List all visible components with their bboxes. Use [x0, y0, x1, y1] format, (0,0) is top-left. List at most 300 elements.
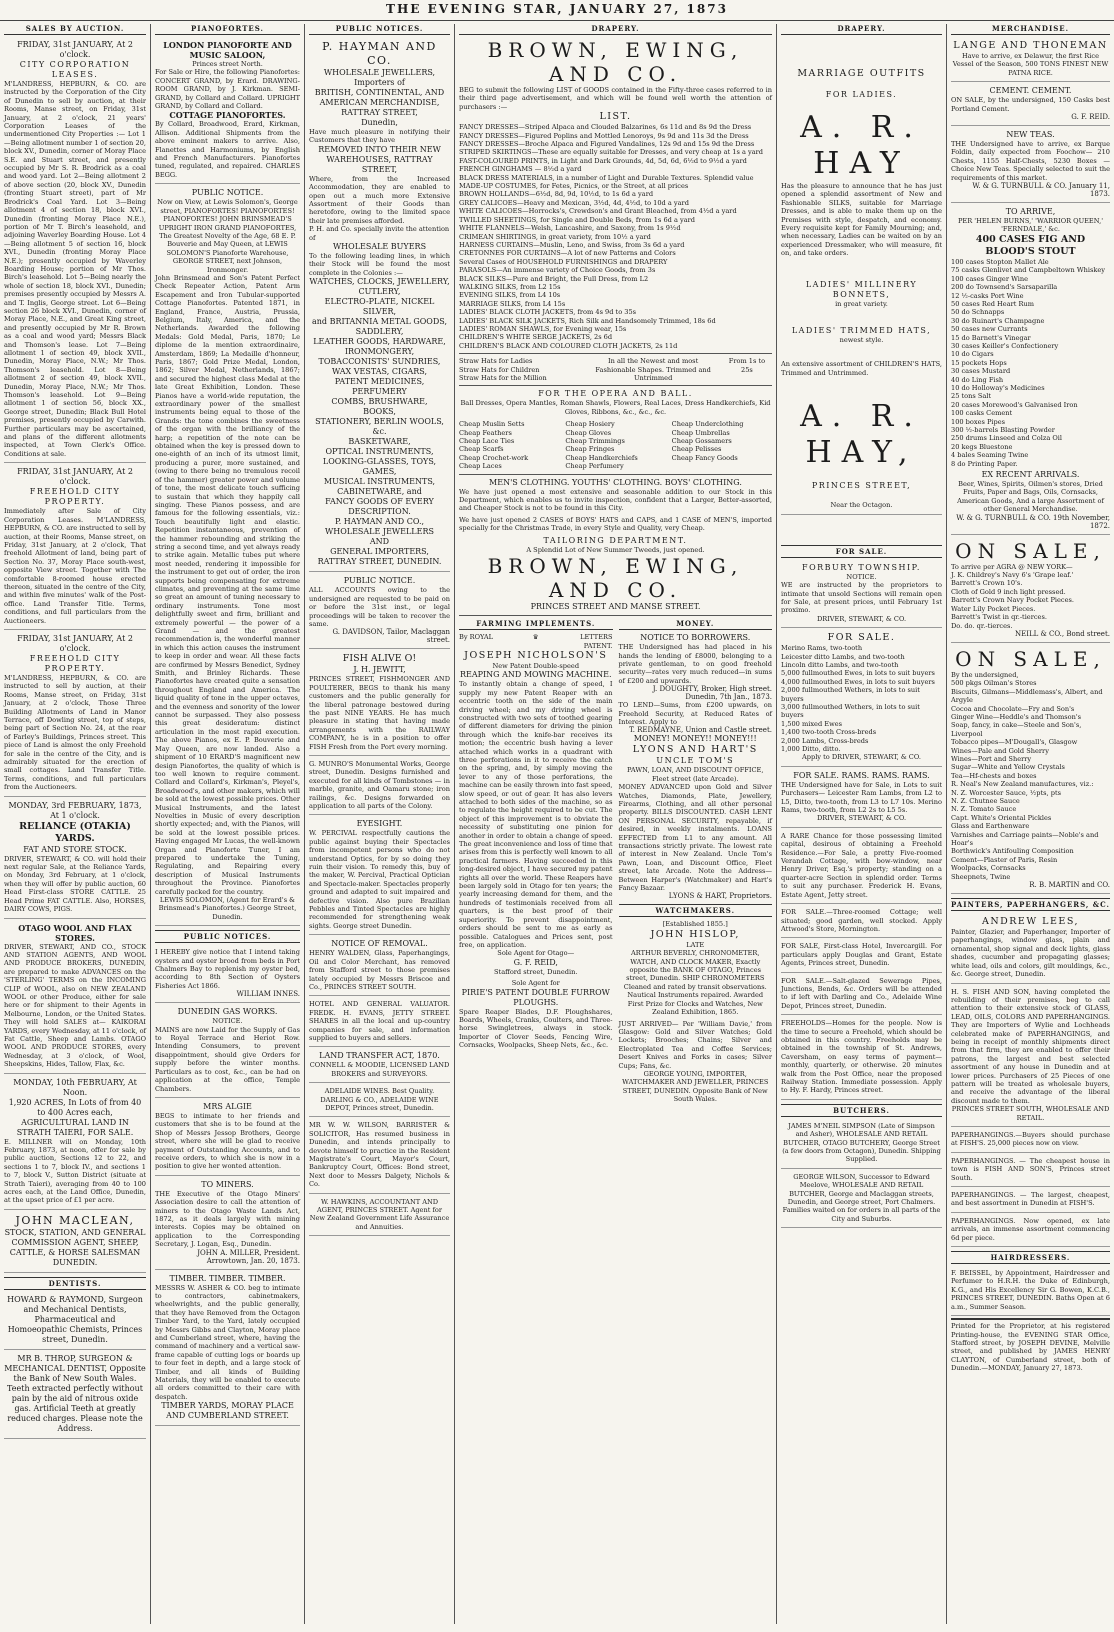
goods-line: FANCY GOODS OF EVERY DESCRIPTION. [325, 497, 434, 517]
ad-title: NOTICE OF REMOVAL. [331, 939, 428, 949]
onsale-item: Capt. White's Oriental Pickles [951, 813, 1052, 822]
notice-title: FORBURY TOWNSHIP. [802, 562, 921, 572]
ad-body: DRIVER, STEWART, AND CO., STOCK AND STATION AGENTS, AND WOOL AND PRODUCE BROKERS, DUNEDIN, are prepared to make ADVANCES on the 'STERLING' TERMS on the INCOMING CLIP of WOOL, also on NEW ZEALAND WOOL or other Produce, either for sale here or for shipment to their Agents in Melbourne, London, or the United States. They will hold SALES at— KAIKORAI YARDS, every Wednesday, at 11 o'clock, of Fat Cattle, Sheep and Lambs. OTAGO WOOL AND PRODUCE STORES, every Wednesday, at 3 o'clock, of Wool, Sheepskins, Hides, Tallow, Flax, &c. [4, 942, 146, 1069]
notice-signature: G. DAVIDSON, Tailor, Maclaggan street. [332, 628, 450, 645]
goods-line: STATIONERY, BERLIN WOOLS, &c. [315, 417, 444, 437]
onsale-item: Sugar—White and Yellow Crystals [951, 763, 1065, 772]
ad-title: ON SALE, [955, 646, 1106, 671]
onsale-item: Water Lily Pocket Pieces. [951, 604, 1036, 613]
signature-line: P. HAYMAN AND CO., [334, 517, 425, 527]
list-item: Several Cases of HOUSEHOLD FURNISHINGS and DRAPERY [459, 257, 668, 266]
sale-title: CITY CORPORATION LEASES. [19, 60, 131, 79]
goods-line: LOOKING-GLASSES, TOYS, GAMES, [322, 457, 437, 477]
list-item: BLACK DRESS MATERIALS, in a number of Light and Durable Textures. Splendid value [459, 173, 754, 182]
cheap-list [565, 420, 665, 470]
notice-body: WE are instructed by the proprietors to intimate that unsold Sections will remain open for Sale, at present prices, until February 1st proximo. [781, 581, 942, 615]
list-title: LIST. [599, 111, 632, 123]
notice-body: TO LEND—Sums, from £200 upwards, on Freehold Security, at Reduced Rates of Interest. Apply to [618, 701, 772, 726]
product-sub: New Patent Double-speed [492, 661, 580, 670]
opera-title: FOR THE OPERA AND BALL. [538, 389, 693, 399]
onsale-item: N. Z. Chutnee Sauce [951, 797, 1020, 805]
goods-line: CABINETWARE, and [337, 487, 422, 497]
notice-body: ALL ACCOUNTS owing to the undersigned are requested to be paid on or before the 31st inst., or legal proceedings will be taken to recover the same. [309, 586, 450, 628]
ad-body: An extensive assortment of CHILDREN'S HATS, Trimmed and Untrimmed. [781, 360, 942, 377]
section-heading: HAIRDRESSERS. [951, 1251, 1110, 1264]
straw-hats [459, 357, 772, 382]
cheap-item: Cheap Muslin Setts [459, 420, 525, 429]
cheap-item: Cheap Fringes [565, 445, 615, 454]
ad-body: PRINCES STREET, FISHMONGER AND POULTERER, BEGS to thank his many customers and the public generally for the liberal patronage bestowed during the past NINE YEARS. He has much pleasure in stating that having made arrangements with the RAILWAY COMPANY, he is in a position to offer FISH Fresh from the Port every morning. [309, 675, 450, 751]
cheap-item: Cheap Pelisses [671, 445, 722, 454]
firm-signature: BROWN, EWING, AND CO. [487, 554, 744, 603]
royal-right: LETTERS PATENT. [580, 633, 613, 650]
firm-name: ANDREW LEES, [981, 916, 1080, 928]
ad-body: GEORGE WILSON, Successor to Edward Meelove, WHOLESALE AND RETAIL BUTCHER, George and Maclaggan streets, Dunedin, and George street, Port Chalmers. Families waited on for orders in all parts of the City and Suburbs. [782, 1172, 941, 1223]
stock-item: Lincoln ditto Lambs, and two-tooth [781, 660, 899, 669]
ad-title: MARRIAGE OUTFITS [797, 68, 926, 79]
notice-heading: PUBLIC NOTICE. [191, 188, 264, 198]
sale-title: RELIANCE (OTAKIA) YARDS. [19, 820, 131, 844]
removed-heading: REMOVED INTO THEIR NEW WAREHOUSES, RATTRAY STREET, [318, 144, 441, 174]
goods-line: CUTLERY, [358, 287, 401, 297]
money-cry: MONEY! MONEY!! MONEY!!! [633, 734, 757, 744]
arrive-item: 15 pockets Hops [951, 358, 1007, 367]
inventor-name: JOSEPH NICHOLSON'S [464, 649, 608, 661]
section-heading: WATCHMAKERS. [619, 904, 773, 917]
ad-title: FOR SALE. [827, 632, 896, 644]
ad-body: PAPERHANGINGS. — The largest, cheapest, and best assortment in Dunedin at FISH'S. [951, 1191, 1110, 1208]
hats-line: Straw Hats for Ladies [459, 357, 533, 366]
onsale-item: Cocoa and Chocolate—Fry and Son's [951, 704, 1075, 713]
ad-body: John Brinsmead and Son's Patent Perfect Check Repeater Action, Patent Arm Escapement and Iron Tubular-supported Cottage Pianofortes. Patented 1871, in England, France, Austria, Prussia, Belgium, Italy, America, and the Netherlands. Awarded the following Medals: Gold Medal, Paris, 1870; Le diplome de la mention extraordinaire, Amsterdam, 1869; La Medaille d'honneur, Paris, 1867; Gold Prize Medal, London, 1862; Silver Medal, Netherlands, 1867; and secured the highest class Medal at the late Great Exhibition, London. These Pianos have a world-wide reputation, the extraordinary power of the smallest instruments being equal to those of the Grands: the tone combines the sweetness of the organ with the brilliancy of the harp; a repetition of the note can be obtained when the key is pressed down to one-eighth of an inch of its utmost limit, producing a purer, more sustained, and (owing to there being no tremulous recoil of the hammer) greater power and volume of tone, the most delicate touch sufficing to sustain that which they happily call singing. These Pianos possess, and are famous for the following essentials, viz.: Touch beautifully light and elastic. Repetition instantaneous, prevention of the hammer rebounding and striking the string a second time, and yet always ready to strike again. Metallic tubes put where most needed, rendering it impossible for the instrument to get out of order, the iron supports being compensating for extreme climates, and preventing at the same time so great an amount of tuning necessary to ordinary instruments. Tone most delightfully sweet and firm, brilliant and extremely powerful — the power of a Grand — and the greatest recommendation is, the wonderful manner in which this action causes the instrument to keep in order and wear. All these facts are confirmed by Messrs Benedict, Sydney Smith, and Brinley Richards. These Pianofortes have created quite a sensation throughout England and America. The liquid quality of tone in the upper octaves, and the evenness and sonority of the lower cannot be surpassed. They also possess this great desideratum: distinct articulation in the most rapid execution. The above Pianos, ex E. P. Bouverie and May Queen, are now landed. Also a shipment of 10 ERARD'S magnificent new design Pianofortes, the quality of which is too well known to require comment. Collard and Collard's, Kirkman's, Pleyel's, Broadwood's, and other makers, which will be sold at the lowest possible prices. Other Musical Instruments, and the latest Novelties in Music of every description shortly expected; and, with the Pianos, will be sold at the lowest possible prices. Having engaged Mr Lucas, the well-known Organ and Pianoforte Tuner, I am prepared to undertake the Tuning, Regulating, and Repairing every description of Musical Instruments throughout the Province. Pianofortes carefully packed for the country. [155, 273, 300, 896]
firm-sub: UNCLE TOM'S [656, 756, 735, 766]
stock-item: Merino Rams, two-tooth [781, 644, 863, 653]
arrive-item: 50 cases Red Heart Rum [951, 299, 1035, 308]
section-heading: BUTCHERS. [781, 1104, 942, 1117]
product-body: To instantly obtain a change of speed, I supply my new Patent Reaper with an eccentric tooth on the side of the main driving wheel; and my driving wheel is constructed with two sets of toothed gearing of different diameters for driving the pinion through which the knife-bar receives its motion; the eccentric bush having a lever attached which works in a quadrant with three perforations in it to receive the catch on the spring, and, by simply moving the lever to any of those perforations, the machine can be easily thrown into fast speed, slow speed, or out of gear. It has also levers attached to both sides of the machine, so as to regulate the height required to be cut. The object of this improvement is to obviate the necessity of substituting one pinion for another in order to obtain a change of speed. The great inconvenience and loss of time that arises from this is perfectly well known to all practical farmers. Having succeeded in this long-desired object, I have secured my patent rights all over the world. These Reapers have been largely sold in Otago for ten years; the yearly increasing demand for them, and the hundreds of testimonials received from all quarters, is the best proof of their superiority. To prevent disappointment, orders should be sent to me as early as possible. Catalogues and Prices sent, post free, on application. [459, 680, 613, 949]
arrive-item: 10 do Cigars [951, 350, 994, 359]
ad-body: To the following leading lines, in which their Stock will be found the most complete in the Colonies :— [309, 252, 450, 277]
list-item: BROWN HOLLANDS—6½d, 8d, 9d, 10½d, to 1s 6d a yard [459, 190, 654, 199]
product-body: Spare Reaper Blades, D.F. Ploughshares, Boards, Wheels, Cranks, Coulters, and Three-horse Swingletrees, always in stock. Importer of Clover Seeds, Fencing Wire, Cornsacks, Woolpacks, Sheep Nets, &c., &c. [459, 1007, 613, 1050]
ad-signature: W. & G. TURNBULL & CO. 19th November, 1872. [956, 513, 1110, 530]
notice-signature: WILLIAM INNES. [236, 990, 300, 999]
cheap-item: Cheap Underclothing [671, 420, 744, 429]
ad-subtitle: Princes street North. [192, 60, 263, 68]
goods-line: and BRITANNIA METAL GOODS, [311, 317, 448, 327]
firm-signature [309, 517, 450, 567]
list-item: STRIPED SKIRTINGS—These are equally suitable for Dresses, and very cheap at 1s a yard [459, 148, 763, 157]
arrive-item: 30 cases Keiller's Confectionery [951, 341, 1059, 350]
notice-body: Now on View, at Lewis Solomon's, George street, PIANOFORTES! PIANOFORTES! PIANOFORTES! JOHN BRINSMEAD'S UPRIGHT IRON GRAND PIANOFORTES, The Greatest Novelty of the Age, 68 E. P. Bouverie and May Queen, at LEWIS SOLOMON'S Pianoforte Warehouse, GEORGE STREET, next Johnson, Ironmonger. [157, 198, 298, 274]
ad-title: TO ARRIVE, [1005, 207, 1056, 217]
onsale-item: N. Z. Worcester Sauce, ½pts, pts [951, 788, 1062, 797]
arrive-item: 25 tons Salt [951, 392, 992, 401]
cheap-item: Cheap Trimmings [565, 437, 625, 446]
arrive-item: 15 do Barnett's Vinegar [951, 333, 1031, 342]
ad-subtitle: To arrive per AGRA @ NEW YORK— [951, 562, 1073, 571]
list-item: FANCY DRESSES—Broche Alpaca and Figured Vandalines, 12s 9d and 15s 9d the Dress [459, 140, 755, 149]
firm-signature: GEORGE YOUNG, IMPORTER, WATCHMAKER AND JEWELLER, PRINCES STREET, DUNEDIN. Opposite Bank of New South Wales. [622, 1069, 769, 1104]
ad-title: FISH ALIVE O! [342, 653, 417, 665]
ad-title: CEMENT. CEMENT. [989, 86, 1072, 96]
hats-description: In all the Newest and most Fashionable Shapes. Trimmed and Untrimmed [595, 357, 711, 382]
sale-title: FREEHOLD CITY PROPERTY. [29, 487, 121, 507]
arrive-list [951, 258, 1110, 468]
ad-body: HENRY WALDEN, Glass, Paperhangings, Oil and Color Merchant, has removed from Stafford street to those premises lately occupied by Messrs Briscoe and Co., PRINCES STREET SOUTH. [309, 949, 450, 991]
list-item: HARNESS CURTAINS—Muslin, Leno, and Swiss, from 3s 6d a yard [459, 240, 685, 249]
ad-signature: NEILL & CO., Bond street. [1015, 629, 1110, 638]
agent-body: STOCK, STATION, AND GENERAL COMMISSION AGENT, SHEEP, CATTLE, & HORSE SALESMAN DUNEDIN. [4, 1227, 146, 1267]
hats-line: Straw Hats for the Million [459, 374, 547, 382]
onsale-item: Wines—Port and Sherry [951, 754, 1032, 763]
list-item: FRENCH GINGHAMS — 8½d a yard [459, 165, 582, 174]
onsale-item: Cement—Plaster of Paris, Resin [951, 855, 1058, 864]
ad-body: MR W. W. WILSON, BARRISTER & SOLICITOR, Has resumed business in Dunedin, and intends principally to devote himself to practice in the Resident Magistrate's Court, Mayor's Court, Bankruptcy Court, Offices: Bond street, Next door to Messrs Dalgety, Nichols & Co. [309, 1121, 450, 1189]
cheap-item: Cheap Gloves [565, 428, 612, 437]
arrive-item: 12 ½-casks Port Wine [951, 291, 1024, 300]
ad-title: EX RECENT ARRIVALS. [981, 470, 1080, 480]
royal-arms-icon: ♛ [532, 633, 539, 642]
ad-body: G. MUNRO'S Monumental Works, George street, Dunedin. Designs furnished and executed for all kinds of Tombstones — in marble, granite, and Oamaru stone; iron railings, &c. Designs forwarded on application to all parts of the Colony. [309, 759, 450, 810]
firm-body: ARTHUR BEVERLY, CHRONOMETER, WATCH, AND CLOCK MAKER, Exactly opposite the BANK OF OTAGO, Princes street, Dunedin. SHIP CHRONOMETERS Cleaned and rated by transit observations. Nautical Instruments repaired. Awarded First Prize for Clocks and Watches, New Zealand Exhibition, 1865. [623, 949, 767, 1017]
notice-title: MRS ALGIE [203, 1101, 252, 1111]
section-heading: SALES BY AUCTION. [4, 24, 146, 35]
stock-item: 1,500 mixed Ewes [781, 719, 843, 728]
onsale-item: Barrett's Twist in qr.-tierces. [951, 613, 1047, 622]
sale-subtitle: FAT AND STORE STOCK. [23, 844, 127, 854]
dentist-ad: HOWARD & RAYMOND, Surgeon and Mechanical Dentists, Pharmaceutical and Homoeopathic Chemists, Princes street, Dunedin. [7, 1294, 143, 1344]
section-heading: FARMING IMPLEMENTS. [459, 619, 613, 630]
arrive-item: 50 do Schnapps [951, 308, 1005, 317]
ad-title: LONDON PIANOFORTE AND MUSIC SALOON, [163, 40, 292, 60]
column-public-notices [304, 24, 454, 1624]
agent-name: JOHN MACLEAN, [15, 1213, 135, 1227]
mens-body: We have just opened a most extensive and seasonable addition to our Stock in this Department, which enables us to invite inspection, confident that a Larger, Better-assorted, and Cheaper Stock is not to be found in this City. [459, 487, 772, 513]
firm-body: MONEY ADVANCED upon Gold and Silver Watches, Diamonds, Plate, Jewellery, Firearms, Clothing, and all other personal property. BILLS DISCOUNTED. CASH LENT ON PERSONAL SECURITY, repayable, if desired, in weekly instalments. LOANS EFFECTED from L1 to any amount. All transactions strictly private. The lowest rate of interest in New Zealand. Uncle Tom's Pawn, Loan, and Discount Office, Fleet street, late Arcade. Note the Address— Between Harper's (Watchmaker) and Hart's Fancy Bazaar. [618, 783, 772, 893]
ad-body: Has the pleasure to announce that he has just opened a splendid assortment of New and Fashionable SILKS, suitable for Marriage Dresses, and is able to make them up on the Premises with style, despatch, and economy. Every requisite kept for Family Mourning; and, when necessary, Ladies can be waited on by an experienced Dressmaker, who will measure, fit on, and take orders. [781, 182, 942, 258]
onsale-item: Glass and Earthenware [951, 822, 1030, 831]
section-heading: FOR SALE. [781, 545, 942, 558]
arrive-item: 200 do Townsend's Sarsaparilla [951, 283, 1058, 292]
list-item: WHITE CALICOES—Horrocks's, Crewdson's and Grant Bleached, from 4½d a yard [459, 207, 737, 216]
product-title: PIRIE'S PATENT DOUBLE FURROW PLOUGHS. [461, 987, 610, 1007]
onsale-item: Biscuits, Gilmans—Middlemass's, Albert, and Argyle [951, 687, 1103, 705]
notice-body: THE Executive of the Otago Miners' Association desire to call the attention of miners to the Otago Waste Lands Act, 1872, as it deals largely with mining interests. Copies may be obtained on application to the Corresponding Secretary, J. Logan, Esq., Dunedin. [155, 1189, 300, 1249]
arrive-item: 100 cases Ginger Wine [951, 274, 1028, 283]
arrive-item: 40 do Ling Fish [951, 375, 1004, 384]
boys-body: We have just opened 2 CASES of BOYS' HATS and CAPS, and 1 CASE of MEN'S, imported specially for the Christmas Trade, in every Style and Quality, very Cheap. [459, 515, 772, 533]
ad-body: FOR SALE, First-class Hotel, Invercargill. For particulars apply Douglas and Grant, Estate Agents, Princes street, Dunedin. [781, 942, 942, 968]
ad-signature: DRIVER, STEWART, & CO. [816, 814, 907, 823]
arrive-item: 100 boxes Pipes [951, 417, 1006, 426]
sale-body: M'LANDRESS, HEPBURN, & CO. are instructed by the Corporation of the City of Dunedin to sell by auction, at their Rooms, Manse street, on Friday, 31st January, at 2 o'clock, 21 years' Corporation Leases of the undermentioned City Properties :— Lot 1—Being allotment number 1 of section 20, block XV., Dunedin, corner of Moray Place S.E. and Stuart street, and presently occupied by Mr S. R. Brodrick as a coal and wood yard. Lot 2—Being allotment 2 of above section (20, block XV., Dunedin (fronting Stuart street), part of Mr Brodrick's Coal Yard. Lot 3—Being allotment 4 of section 18, block XVI., Dunedin (fronting Moray Place N.E.), portion of Mr T. Birch's leasehold, and adjoining Waverley Boarding House. Lot 4—Being allotment 5 of section 16, block XVI., Dunedin (fronting Moray Place N.E.); presently occupied by Waverley Boarding House; portion of Mr Thos. Birch's leasehold. Lot 5—Being nearly the whole of section 18, block XVI., Dunedin; premises presently occupied by Messrs A. and T. Inglis, George street. Lot 6—Being section 26 block XVI., Dunedin, corner of Moray Place, N.E., and Great King street, and presently occupied by Mr R. Brown as a coal and wood yard; Messrs Black and Thomson's lease. Lot 7—Being allotment 1 of section 49, block XVII., Dunedin, Moray Place, N.W.; Mr Thos. Thomson's leasehold. Lot 8—Being allotment 2 of section 49, block XVII., Dunedin, Moray Place, N.W.; Mr Thos. Thomson's leasehold. Lot 9—Being allotment 1 of section 56, block XX., George street, Dunedin; Black Bull Hotel premises, presently occupied by Carwith. Further particulars may be ascertained, and plans of the different allotments inspected, at Town Clerk's Office. Conditions at sale. [4, 80, 146, 458]
firm-name: J. H. JEWITT, [353, 665, 406, 675]
section-heading: MONEY. [619, 619, 773, 630]
list-item: CHILDREN'S BLACK AND COLOURED CLOTH JACKETS, 2s 11d [459, 341, 678, 350]
tailor-body: A Splendid Lot of New Summer Tweeds, just opened. [526, 545, 705, 554]
firm-name: A. R. HAY [800, 110, 923, 181]
stock-item: 4,000 fullmouthed Ewes, in lots to suit buyers [781, 677, 935, 686]
drapery-list [459, 123, 772, 350]
established: [Established 1855.] [662, 920, 728, 929]
cheap-item: Cheap Crochet-work [459, 453, 529, 462]
product-title: REAPING AND MOWING MACHINE. [459, 670, 612, 680]
section-heading: PAINTERS, PAPERHANGERS, &C. [951, 900, 1110, 910]
notice-body: BEGS to intimate to her friends and customers that she is to be found at the Shop of Messrs Jessop Brothers, George street, where she will be glad to receive payment of Outstanding Accounts, and to receive orders, to which she is now in a position to give her wonted attention. [155, 1111, 300, 1171]
cheap-item: Cheap Hosiery [565, 420, 615, 429]
notice-signature: JOHN A. MILLER, President. Arrowtown, Jan. 20, 1873. [197, 1248, 300, 1265]
ad-body: THE Undersigned have for Sale, in Lots to suit Purchasers— Leicester Ram Lambs, from L2 to L5, Ditto, two-tooth, from L3 to L7 10s. Merino Rams, two-tooth, from L2 2s to L5 5s. [781, 780, 942, 815]
arrive-item: 20 kegs Bluestone [951, 442, 1013, 451]
firm-address [309, 68, 450, 128]
firm-name: BROWN, EWING, AND CO. [487, 38, 744, 86]
goods-line: WATCHES, CLOCKS, JEWELLERY, [309, 277, 450, 287]
list-item: PARASOLS—An immense variety of Choice Goods, from 3s [459, 266, 656, 275]
sale-date: MONDAY, 3rd FEBRUARY, 1873, At 1 o'clock. [8, 800, 142, 820]
sale-date: MONDAY, 10th FEBRUARY, At Noon. [13, 1077, 137, 1097]
column-drapery-hay [776, 24, 946, 1624]
agent-name: G. F. REID, [513, 957, 558, 967]
opera-body: Ball Dresses, Opera Mantles, Roman Shawls, Flowers, Real Laces, Dress Handkerchiefs, Kid Gloves, Ribbons, &c., &c., &c. [460, 399, 771, 416]
agent-label: Sole Agent for Otago— [497, 949, 575, 958]
ad-body: Where, from the Increased Accommodation, they are enabled to open out a much more Extensive Assortment of their Goods than heretofore, owing to the limited space their late premises afforded. [309, 174, 450, 225]
ad-title: ON SALE, [955, 538, 1106, 563]
tailor-title: TAILORING DEPARTMENT. [543, 535, 688, 545]
goods-line: IRONMONGERY, [344, 347, 415, 357]
goods-line: SADDLERY, [355, 327, 404, 337]
address-line: Dunedin, [361, 118, 398, 127]
list-item: EVENING SILKS, from L4 10s [459, 291, 561, 300]
sale-body: M'LANDRESS, HEPBURN, & CO. are instructed to sell by auction, at their Rooms, Manse street, on Friday, 31st January, at 2 o'clock, Those Three Building Allotments of Land in Manor Terrace, off Dowling street, top of steps, being part of Section No. 24, at the rear of Farley's Buildings, Princes street. This piece of Land is almost the only Freehold for sale in the centre of the City, and is admirably situated for the erection of small cottages. Land Transfer Title. Terms, conditions, and full particulars from the Auctioneers. [4, 673, 146, 792]
notice-footer: TIMBER YARDS, MORAY PLACE AND CUMBERLAND STREET. [161, 1401, 294, 1421]
list-item: WHITE FLANNELS—Welsh, Lancashire, and Saxony, from 1s 9½d [459, 224, 681, 233]
column-pianofortes [150, 24, 304, 1624]
goods-line: WAX VESTAS, CIGARS, [331, 367, 428, 377]
stock-list [781, 644, 942, 753]
goods-line: COMBS, BRUSHWARE, [331, 397, 428, 407]
firm-late: LATE [686, 940, 705, 949]
ad-subtitle: PER 'HELEN BURNS,' 'WARRIOR QUEEN,' 'FERNDALE,' &c. [957, 217, 1104, 234]
ad-signature: Apply to DRIVER, STEWART, & CO. [802, 753, 921, 762]
ad-body: By Collard, Broadwood, Erard, Kirkman, Allison. Additional Shipments from the above eminent makers to arrive. Also, Flanettes and Harmoniums, by English and French Manufacturers. Pianofortes tuned, regulated, and repaired. CHARLES BEGG. [155, 120, 300, 179]
section-heading: MERCHANDISE. [951, 24, 1110, 35]
onsale-item: Tea—Hf-chests and boxes [951, 771, 1037, 780]
notice-title: PUBLIC NOTICE. [343, 576, 416, 586]
ad-body: HOTEL AND GENERAL VALUATOR. FREDK. H. EVANS, JETTY STREET. SHARES in all the local and up-country companies for sale, and information supplied to buyers and sellers. [309, 1000, 450, 1042]
signature-line: WHOLESALE JEWELLERS [325, 527, 434, 537]
bottom-subcolumns [459, 619, 772, 1103]
ad-body: For Sale or Hire, the following Pianofortes: CONCERT GRAND, by Erard. DRAWING-ROOM GRAND, by J. Kirkman. SEMI-GRAND, by Collard and Collard. UPRIGHT GRAND, by Collard and Collard. [155, 68, 300, 111]
onsale-item: Do. do. qr.-tierces. [951, 621, 1013, 630]
ad-body: FOR SALE.—Three-roomed Cottage; well situated; good garden, well stocked. Apply Attwood's Store, Mornington. [781, 908, 942, 933]
onsale-item: Sheepnets, Twine [951, 872, 1011, 881]
hats-price: From 1s to 25s [728, 357, 766, 374]
ad-body: H. S. FISH AND SON, having completed the rebuilding of their premises, beg to call attention to their extensive stock of GLASS, LEAD, OILS, COLORS AND PAPERHANGINGS. They are Importers of Wylie and Lochheads celebrated make of PAPERHANGINGS, and being in receipt of monthly shipments direct from that firm, they are enabled to offer their patrons, the largest and best selected assortment of any house in Dunedin and at lower prices. Purchasers of 25 Pieces of one pattern will be treated as wholesale buyers, and receive the advantage of the liberal discount made to them. [951, 987, 1110, 1105]
signature-line: RATTRAY STREET, DUNEDIN. [317, 557, 442, 567]
ad-body: ON SALE, by the undersigned, 150 Casks best Portland Cement. [951, 96, 1110, 113]
imprint: Printed for the Proprietor, at his registered Printing-house, the EVENING STAR Office, Stafford street, by JOSEPH DEVINE, Melville street, and published by JAMES HENRY CLAYTON, of Cumberland street, both of Dunedin.—MONDAY, January 27, 1873. [951, 1318, 1110, 1372]
list-item: TWILLED SHEETINGS, for Single and Double Beds, from 1s 6d a yard [459, 215, 696, 224]
cheap-item: Cheap Umbrellas [671, 428, 730, 437]
list-item: MARRIAGE SILKS, from L4 15s [459, 299, 566, 308]
section-heading: PIANOFORTES. [155, 24, 300, 35]
list-item: CRIMEAN SHIRTINGS, in great variety, from 10½ a yard [459, 232, 651, 241]
ad-headline: 400 CASES FIG AND BLOOD'S STOUT [975, 233, 1086, 257]
sale-body: E. MILLNER will on Monday, 10th February, 1873, at noon, offer for sale by public auction, Sections 12 to 22, and sections 1 to 7, block IV., and sections 1 to 7, block V., Sutton District (situate at Strath Taieri), averaging from 40 to 100 acres each, at the Land Office, Dunedin, at the upset price of £1 per acre. [4, 1137, 146, 1205]
column-drapery-main [454, 24, 776, 1624]
goods-line: PATENT MEDICINES, PERFUMERY [334, 377, 425, 397]
ad-title: FOR SALE. RAMS. RAMS. RAMS. [793, 770, 930, 780]
ad-line: LADIES' TRIMMED HATS, [791, 326, 932, 336]
sale-date: FRIDAY, 31st JANUARY, At 2 o'clock. [17, 467, 133, 487]
notice-signature: DRIVER, STEWART, & CO. [816, 614, 907, 623]
ad-title: EYESIGHT. [356, 819, 403, 829]
onsale-item: Varnishes and Carriage paints—Noble's and Hoar's [951, 830, 1099, 848]
notice-body: I HEREBY give notice that I intend taking oysters and oyster brood from beds in Port Chalmers Bay to replenish my oyster bed, according to 8th Section of Oysters Fisheries Act 1866. [155, 948, 300, 990]
ad-title: OTAGO WOOL AND FLAX STORES. [18, 922, 132, 943]
cheap-item: Cheap Scarfs [459, 445, 504, 454]
onsale-item: N. Z. Tomato Sauce [951, 805, 1017, 814]
hats-lines [459, 357, 584, 382]
royal-left: By ROYAL [459, 633, 494, 642]
cheap-list [672, 420, 772, 470]
address-line: RATTRAY STREET, [341, 108, 418, 117]
notice-signature: J. DOUGHTY, Broker, High street. Dunedin, 7th Jan., 1873. [652, 685, 772, 702]
arrive-item: 8 do Printing Paper. [951, 459, 1018, 468]
stock-item: 5,000 fullmouthed Ewes, in lots to suit buyers [781, 669, 935, 678]
list-item: CRETONNES FOR CURTAINS—A lot of new Patterns and Colors [459, 249, 676, 258]
address-line: BRITISH, CONTINENTAL, AND [314, 88, 445, 97]
subcolumn-farming [459, 619, 613, 1103]
ad-body: JAMES M'NEIL SIMPSON (Late of Simpson and Asher), WHOLESALE AND RETAIL BUTCHER, OTAGO BUTCHERY, George Street (a few doors from Octagon), Dunedin. Shipping Supplied. [782, 1121, 941, 1164]
subcolumn-money [619, 619, 773, 1103]
arrive-item: 4 bales Seaming Twine [951, 451, 1029, 460]
arrive-item: 100 casks Cement [951, 409, 1013, 418]
sale-body: Immediately after Sale of City Corporation Leases. M'LANDRESS, HEPBURN, & CO. are instructed to sell by auction, at their Rooms, Manse street, on Friday, 31st January, at 2 o'clock, That freehold Allotment of land, being part of Section No. 37, Moray Place south-west, opposite View street. Together with The comfortable 8-roomed house erected thereon, situated in the centre of the City, and within five minutes' walk of the Post-office. Land Transfer Title. Terms, conditions, and full particulars from the Auctioneers. [4, 507, 146, 625]
goods-line: ELECTRO-PLATE, NICKEL SILVER, [324, 297, 435, 317]
onsale-item: R. Neal's New Zealand manufactures, viz.: [951, 780, 1094, 789]
list-item: MADE-UP COSTUMES, for Fetes, Picnics, or the Street, at all prices [459, 182, 689, 191]
arrive-item: 10 do Holloway's Medicines [951, 383, 1045, 392]
section-heading: DENTISTS. [4, 1277, 146, 1290]
signature-line: GENERAL IMPORTERS, [330, 547, 429, 557]
stock-item: 1,000 Ditto, ditto. [781, 745, 841, 753]
ad-body: CONNELL & MOODIE, LICENSED LAND BROKERS and SURVEYORS. [309, 1061, 450, 1078]
notice-title: TIMBER. TIMBER. TIMBER. [169, 1273, 286, 1283]
agent-address: Stafford street, Dunedin. [494, 967, 578, 976]
ad-signature: R. B. MARTIN and CO. [1029, 881, 1110, 890]
ad-subtitle: By the undersigned, [951, 670, 1019, 679]
ad-body: PAPERHANGINGS.—Buyers should purchase at FISH'S. 25,000 pieces now on view. [951, 1131, 1110, 1148]
goods-line: LEATHER GOODS, HARDWARE, [313, 337, 446, 347]
section-heading: DRAPERY. [459, 24, 772, 35]
arrive-item: 300 ½-barrels Blasting Powder [951, 426, 1055, 434]
notice-title: DUNEDIN GAS WORKS. [177, 1007, 278, 1017]
column-sales-by-auction [0, 24, 150, 1624]
cheap-item: Cheap Lace Ties [459, 437, 515, 446]
column-merchandise [946, 24, 1114, 1624]
signature-line: AND [369, 537, 390, 547]
sale-date: FRIDAY, 31st JANUARY, At 2 o'clock. [17, 633, 133, 653]
onsale-item: 500 pkgs Oilman's Stores [951, 679, 1037, 688]
agent-label: Sole Agent for [511, 979, 560, 988]
ad-body: FOR SALE.—Salt-glazed Sewerage Pipes, Junctions, Bends, &c. Orders will be attended to if left with Darling and Co., Adelaide Wine Depot, Princes street, Dunedin. [781, 976, 942, 1010]
cheap-item: Cheap Laces [459, 462, 502, 471]
ad-body: Have much pleasure in notifying their Customers that they have [309, 128, 450, 145]
arrive-item: 100 cases Stopton Mallet Ale [951, 257, 1049, 266]
arrive-item: 250 drums Linseed and Colza Oil [951, 434, 1063, 443]
stock-item: Leicester ditto Lambs, and two-tooth [781, 652, 905, 661]
list-item: FANCY DRESSES—Striped Alpaca and Clouded Balzarines, 6s 11d and 8s 9d the Dress [459, 123, 752, 132]
firm-address: PRINCES STREET, [811, 481, 912, 491]
onsale-item: Borthwick's Antifouling Composition [951, 847, 1074, 856]
ad-body: Beer, Wines, Spirits, Oilmen's stores, Dried Fruits, Paper and Bags, Oils, Cornsacks, American Goods, And a large Assortment of other General Merchandise. [957, 480, 1104, 514]
newspaper-title: THE EVENING STAR, JANUARY 27, 1873 [386, 2, 728, 16]
goods-line: TOBACCONISTS' SUNDRIES, [318, 357, 441, 367]
ad-body: PAPERHANGINGS. Now opened, ex late arrivals, an immense assortment commencing 6d per piece. [951, 1216, 1110, 1242]
onsale-item: Barrett's Crown Navy Pocket Pieces. [951, 596, 1074, 605]
notice-signature: T. REDMAYNE, Union and Castle street. [629, 726, 772, 735]
ad-body: W. PERCIVAL respectfully cautions the public against buying their Spectacles from incompetent persons who do not understand Optics, for by so doing they ruin their vision. To remedy this, buy of the maker, W. Percival, Practical Optician and Spectacle-maker. Spectacles properly ground and adapted to suit impaired and defective vision. Also pure Brazilian Pebbles and Tinted Spectacles are highly recommended for strengthening weak sights. George street Dunedin. [309, 829, 450, 930]
list-item: LADIES' ROMAN SHAWLS, for Evening wear, 15s [459, 324, 627, 333]
onsale-list [951, 571, 1110, 630]
ad-title: NEW TEAS. [1006, 130, 1055, 140]
section-heading: PUBLIC NOTICES. [155, 930, 300, 943]
notice-body: MESSRS W. ASHER & CO. beg to intimate to contractors, cabinetmakers, wheelwrights, and the public generally, that they have Removed from the Octagon Timber Yard, to the Yard, lately occupied by Messrs Gibbs and Clayton, Moray place and Cumberland street, where, having the command of machinery and a vertical saw-frame capable of cutting logs or boards up to four feet in depth, and a large stock of Timber, and all kinds of Building Materials, they will be enabled to execute all orders committed to their care with despatch. [155, 1283, 300, 1401]
stock-item: 3,000 fullmouthed Wethers, in lots to suit buyers [781, 702, 920, 720]
onsale-item: Woolpacks, Cornsacks [951, 864, 1026, 873]
ad-body: Have to arrive, ex Delawur, the first Rice Vessel of the Season, 500 TONS FINEST NEW PATNA RICE. [952, 52, 1109, 77]
address-line: WHOLESALE JEWELLERS, [323, 68, 436, 77]
list-item: FANCY DRESSES—Figured Poplins and Mottled Lenoroys, 9s 9d and 11s 3d the Dress [459, 131, 749, 140]
cheap-item: Cheap Gossamers [671, 437, 732, 446]
onsale-item: Tobacco pipes—M'Dougall's, Glasgow [951, 738, 1078, 747]
sale-date: FRIDAY, 31st JANUARY, At 2 o'clock. [17, 40, 133, 59]
goods-line: BOOKS, [363, 407, 396, 417]
onsale-list [951, 679, 1110, 881]
goods-list [309, 277, 450, 517]
hats-line: Straw Hats for Children [459, 365, 540, 374]
dentist-ad: MR B. THROP, SURGEON & MECHANICAL DENTIST, Opposite the Bank of New South Wales. Teeth extracted perfectly without pain by the aid of nitrous oxide gas. Artificial Teeth at greatly reduced charges. Please note the Address. [4, 1353, 146, 1433]
section-heading: DRAPERY. [781, 24, 942, 35]
ad-body: W. HAWKINS, ACCOUNTANT AND AGENT, PRINCES STREET. Agent for New Zealand Government Life Assurance and Annuities. [309, 1197, 450, 1231]
ad-body: P. H. and Co. specially invite the attention of [309, 225, 450, 242]
notice-body: MAINS are now Laid for the Supply of Gas to Royal Terrace and Heriot Row. Intending Consumers, to prevent disappointment, should give Orders for supply before the winter months. Particulars as to cost, &c., can be had on application at the office, Temple Chambers. [155, 1025, 300, 1093]
goods-line: BASKETWARE, [348, 437, 411, 447]
arrive-item: 30 cases Mustard [951, 367, 1011, 376]
firm-office: PAWN, LOAN, AND DISCOUNT OFFICE, Fleet street (late Arcade). [627, 766, 764, 783]
onsale-item: Wines—Pale and Gold Sherry [951, 746, 1049, 755]
cheap-goods [459, 420, 772, 470]
ad-title: COTTAGE PIANOFORTES. [169, 110, 286, 121]
list-item: WALKING SILKS, from L2 15s [459, 282, 561, 291]
stock-item: 2,000 Lambs, Cross-breds [781, 736, 869, 745]
royal-patent [459, 633, 613, 650]
arrive-item: 20 cases Morewood's Galvanised Iron [951, 400, 1078, 409]
ad-line-sub: newest style. [839, 336, 884, 345]
ad-body: Painter, Glazier, and Paperhanger, Importer of paperhangings, window glass, plain and ornamental, shop signal and deck lights, glass shades, cucumber and propagating glasses; white lead, oils and colors, gilt mouldings, &c., &c. George street, Dunedin. [951, 928, 1110, 979]
ad-subtitle: FOR LADIES. [825, 90, 898, 99]
list-item: FAST-COLOURED PRINTS, in Light and Dark Grounds, 4d, 5d, 6d, 6½d to 9½d a yard [459, 156, 747, 165]
firm-name: LANGE AND THONEMAN [953, 40, 1108, 51]
list-item: LADIES' BLACK SILK JACKETS, Rich Silk and Handsomely Trimmed, 18s 6d [459, 316, 716, 325]
ad-body: FREEHOLDS—Homes for the people. Now is the time to secure a Freehold, which should be obtained in this country. Freeholds may be obtained in the township of St. Andrews, Caversham, on easy terms of payment—monthly, quarterly, or otherwise. 20 minutes walk from the Post Office, near the proposed Railway Station. Immediate possession. Apply to Hy. F. Hardy, Princes street. [781, 1019, 942, 1095]
ad-body: THE Undersigned have to arrive, ex Barque Foldin, daily expected from Foochow— 210 Chests, 1155 Half-Chests, 5230 Boxes — Choice New Teas. Specially selected to suit the requirements of this market. [951, 140, 1110, 182]
list-item: GREY CALICOES—Heavy and Mexican, 3½d, 4d, 4½d, to 10d a yard [459, 198, 689, 207]
notice-subtitle: NOTICE. [846, 572, 877, 581]
ad-body: A RARE Chance for those possessing limited capital, desirous of obtaining a Freehold Residence.—For Sale, a pretty Five-roomed Verandah Cottage, with bow-window, near Henry Driver, Esq.'s property; standing on a quarter-acre Section in splendid order. Terms to suit any purchaser. Frederick H. Evans, Estate Agent, Jetty street. [781, 831, 942, 899]
